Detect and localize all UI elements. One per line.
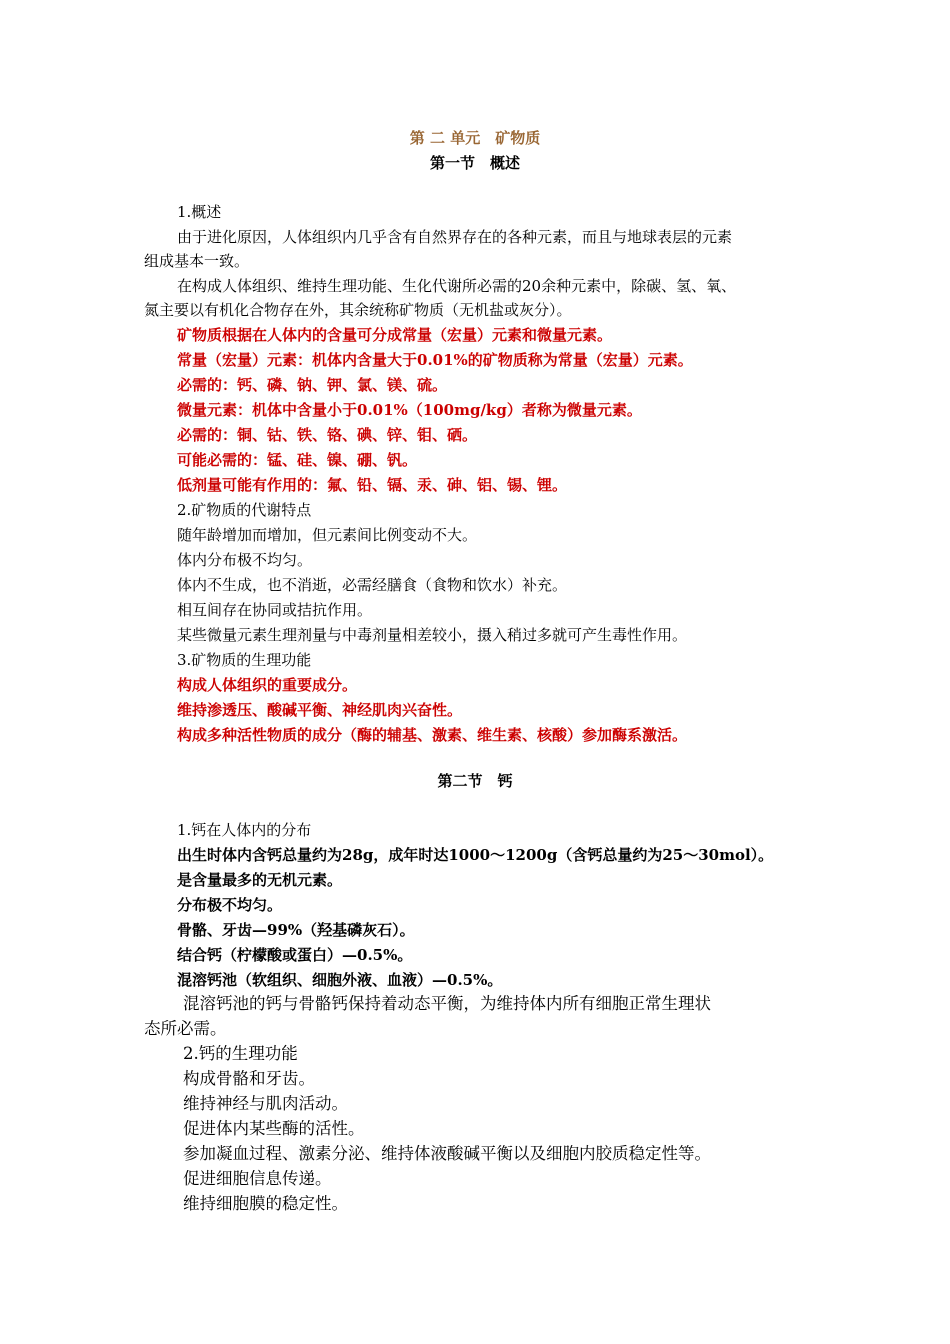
list-item: 维持细胞膜的稳定性。 (183, 1194, 348, 1213)
heading-functions: 3.矿物质的生理功能 (177, 651, 312, 669)
highlight-line: 必需的：铜、钴、铁、铬、碘、锌、钼、硒。 (177, 426, 478, 444)
list-item: 某些微量元素生理剂量与中毒剂量相差较小，摄入稍过多就可产生毒性作用。 (177, 626, 688, 644)
paragraph-line: 由于进化原因，人体组织内几乎含有自然界存在的各种元素，而且与地球表层的元素 (177, 228, 733, 246)
highlight-line: 可能必需的：锰、硅、镍、硼、钒。 (177, 451, 418, 469)
paragraph-line: 混溶钙池的钙与骨骼钙保持着动态平衡，为维持体内所有细胞正常生理状 (183, 994, 711, 1013)
list-item: 参加凝血过程、激素分泌、维持体液酸碱平衡以及细胞内胶质稳定性等。 (183, 1144, 711, 1163)
list-item: 相互间存在协同或拮抗作用。 (177, 601, 373, 619)
highlight-line: 必需的：钙、磷、钠、钾、氯、镁、硫。 (177, 376, 448, 394)
paragraph-line: 组成基本一致。 (144, 252, 250, 270)
unit-title: 第 二 单元 矿物质 (409, 129, 541, 147)
highlight-line: 维持渗透压、酸碱平衡、神经肌肉兴奋性。 (177, 701, 463, 719)
list-item: 促进体内某些酶的活性。 (183, 1119, 365, 1138)
list-item: 构成骨骼和牙齿。 (183, 1069, 315, 1088)
bold-line: 混溶钙池（软组织、细胞外液、血液）—0.5%。 (177, 971, 503, 989)
list-item: 促进细胞信息传递。 (183, 1169, 332, 1188)
heading-distribution: 1.钙在人体内的分布 (177, 821, 312, 839)
heading-overview: 1.概述 (177, 203, 222, 221)
section-2-title: 第二节 钙 (437, 772, 513, 790)
heading-metabolism: 2.矿物质的代谢特点 (177, 501, 312, 519)
list-item: 体内不生成，也不消逝，必需经膳食（食物和饮水）补充。 (177, 576, 568, 594)
bold-line: 结合钙（柠檬酸或蛋白）—0.5%。 (177, 946, 413, 964)
bold-line: 骨骼、牙齿—99%（羟基磷灰石）。 (177, 921, 415, 939)
paragraph-line: 态所必需。 (144, 1019, 227, 1038)
highlight-line: 常量（宏量）元素：机体内含量大于0.01%的矿物质称为常量（宏量）元素。 (177, 351, 693, 369)
bold-line: 分布极不均匀。 (177, 896, 283, 914)
highlight-line: 构成人体组织的重要成分。 (177, 676, 358, 694)
heading-calcium-functions: 2.钙的生理功能 (183, 1044, 298, 1063)
section-1-title: 第一节 概述 (429, 154, 520, 172)
highlight-line: 矿物质根据在人体内的含量可分成常量（宏量）元素和微量元素。 (177, 326, 613, 344)
list-item: 随年龄增加而增加，但元素间比例变动不大。 (177, 526, 478, 544)
list-item: 体内分布极不均匀。 (177, 551, 313, 569)
highlight-line: 微量元素：机体中含量小于0.01%（100mg/kg）者称为微量元素。 (177, 401, 642, 419)
list-item: 维持神经与肌肉活动。 (183, 1094, 348, 1113)
paragraph-line: 氮主要以有机化合物存在外，其余统称矿物质（无机盐或灰分）。 (144, 301, 572, 319)
bold-line: 是含量最多的无机元素。 (177, 871, 343, 889)
bold-line: 出生时体内含钙总量约为28g，成年时达1000～1200g（含钙总量约为25～30mol）。 (177, 846, 774, 864)
paragraph-line: 在构成人体组织、维持生理功能、生化代谢所必需的20余种元素中，除碳、氢、氧、 (177, 277, 737, 295)
highlight-line: 低剂量可能有作用的：氟、铅、镉、汞、砷、铝、锡、锂。 (177, 476, 568, 494)
highlight-line: 构成多种活性物质的成分（酶的辅基、激素、维生素、核酸）参加酶系激活。 (177, 726, 688, 744)
